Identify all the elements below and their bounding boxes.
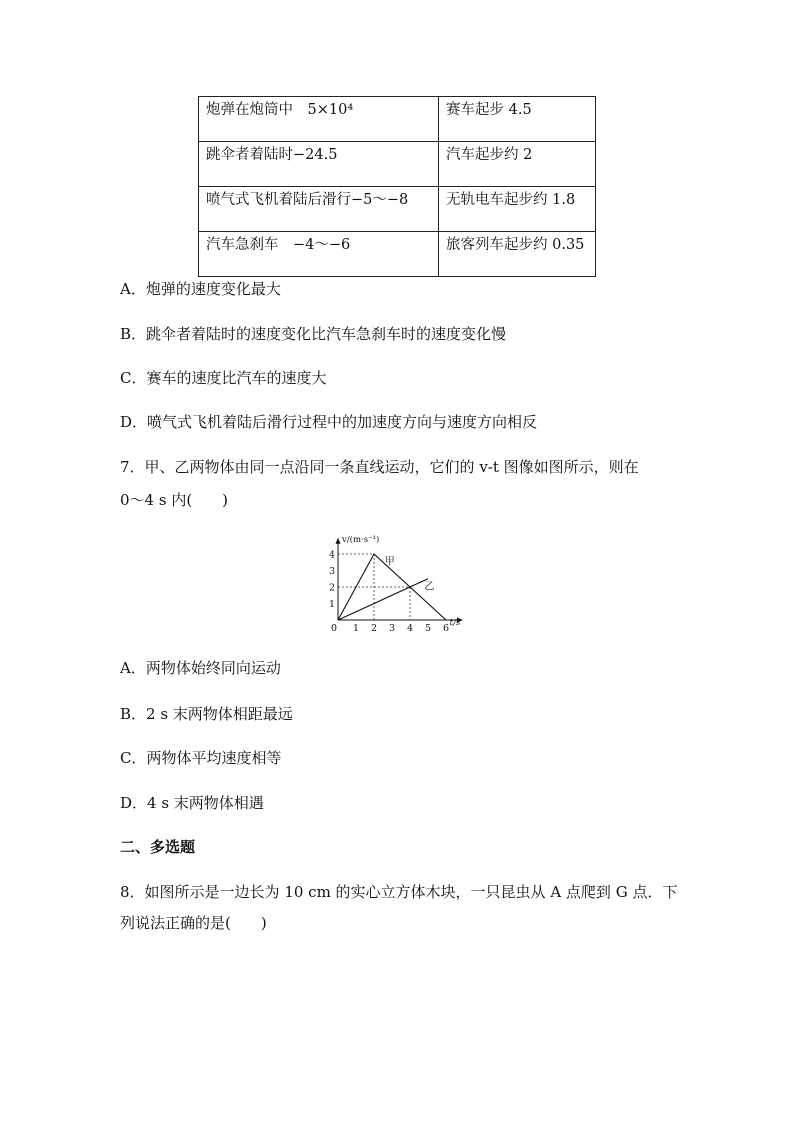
table-row bbox=[199, 97, 596, 142]
table-cell: 汽车起步约 2 bbox=[439, 142, 596, 187]
table-cell: 旅客列车起步约 0.35 bbox=[439, 232, 596, 277]
q6-option-c: C．赛车的速度比汽车的速度大 bbox=[120, 369, 327, 387]
series-line bbox=[338, 579, 428, 620]
x-tick-label: 0 bbox=[331, 623, 338, 634]
table-row bbox=[199, 187, 596, 232]
q6-option-d: D．喷气式飞机着陆后滑行过程中的加速度方向与速度方向相反 bbox=[120, 413, 538, 431]
q8-stem-line2: 列说法正确的是( ) bbox=[120, 914, 267, 932]
q6-option-a: A．炮弹的速度变化最大 bbox=[120, 280, 281, 298]
vt-graph bbox=[326, 530, 476, 638]
table-cell: 赛车起步 4.5 bbox=[439, 97, 596, 142]
y-tick-label: 4 bbox=[329, 549, 336, 561]
q7-option-c: C．两物体平均速度相等 bbox=[120, 749, 282, 767]
section-heading: 二、多选题 bbox=[120, 838, 196, 856]
q7-stem-line2: 0～4 s 内( ) bbox=[120, 491, 229, 509]
y-axis-arrow bbox=[336, 538, 341, 544]
q7-option-d: D．4 s 末两物体相遇 bbox=[120, 794, 264, 812]
y-axis-label: v/(m·s⁻¹) bbox=[342, 535, 380, 545]
q6-option-b: B．跳伞者着陆时的速度变化比汽车急刹车时的速度变化慢 bbox=[120, 325, 507, 343]
q7-stem-line1: 7．甲、乙两物体由同一点沿同一条直线运动，它们的 v-t 图像如图所示，则在 bbox=[120, 458, 639, 476]
table-cell: 炮弹在炮筒中 5×10⁴ bbox=[199, 97, 439, 142]
table-row bbox=[199, 142, 596, 187]
y-tick-label: 2 bbox=[329, 582, 336, 594]
x-tick-label: 6 bbox=[443, 623, 450, 634]
x-tick-label: 2 bbox=[371, 623, 378, 634]
x-tick-label: 5 bbox=[425, 623, 432, 634]
q7-option-b: B．2 s 末两物体相距最远 bbox=[120, 705, 293, 723]
x-tick-label: 4 bbox=[407, 623, 414, 634]
acceleration-table bbox=[198, 96, 596, 277]
table-row bbox=[199, 232, 596, 277]
x-tick-label: 1 bbox=[353, 623, 360, 634]
table-cell: 喷气式飞机着陆后滑行−5～−8 bbox=[199, 187, 439, 232]
x-tick-label: 3 bbox=[389, 623, 396, 634]
y-tick-label: 3 bbox=[329, 566, 336, 577]
series-label: 乙 bbox=[424, 581, 435, 593]
table-cell: 汽车急刹车 −4～−6 bbox=[199, 232, 439, 277]
q8-stem-line1: 8．如图所示是一边长为 10 cm 的实心立方体木块，一只昆虫从 A 点爬到 G 点．下 bbox=[120, 883, 678, 901]
q7-option-a: A．两物体始终同向运动 bbox=[120, 659, 281, 677]
y-tick-label: 1 bbox=[329, 599, 336, 610]
series-label: 甲 bbox=[384, 556, 395, 568]
table-cell: 跳伞者着陆时−24.5 bbox=[199, 142, 439, 187]
table-cell: 无轨电车起步约 1.8 bbox=[439, 187, 596, 232]
x-axis-label: t/s bbox=[449, 618, 461, 628]
